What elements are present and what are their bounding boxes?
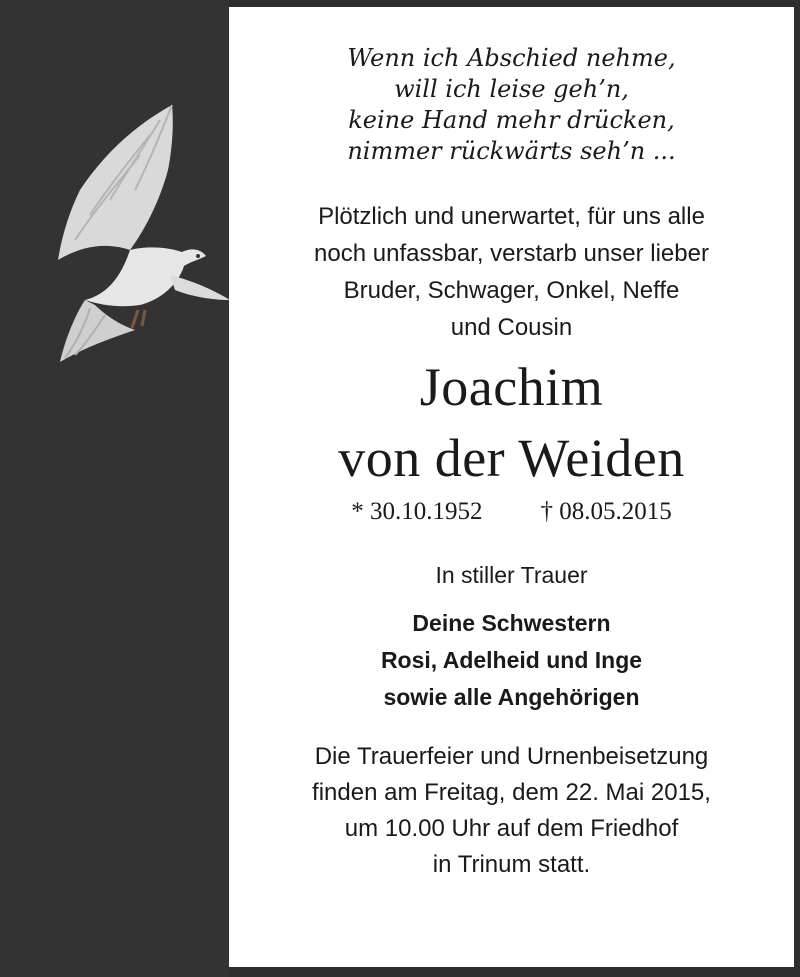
poem-line: keine Hand mehr drücken,	[348, 106, 675, 134]
birth-date: * 30.10.1952	[351, 498, 483, 525]
deceased-first-name: Joachim	[419, 357, 604, 417]
service-line: in Trinum statt.	[432, 851, 591, 878]
intro-text	[229, 198, 794, 346]
obituary-notice	[229, 7, 794, 967]
dove-icon	[50, 100, 230, 370]
service-line: finden am Freitag, dem 22. Mai 2015,	[312, 779, 711, 806]
poem	[229, 43, 794, 167]
intro-line: Plötzlich und unerwartet, für uns alle	[318, 203, 705, 230]
deceased-last-name: von der Weiden	[338, 428, 685, 488]
service-line: Die Trauerfeier und Urnenbeisetzung	[314, 743, 709, 770]
deceased-name	[229, 352, 794, 494]
mourners	[229, 605, 794, 716]
poem-line: will ich leise geh’n,	[394, 75, 629, 103]
poem-line: Wenn ich Abschied nehme,	[347, 44, 676, 72]
mourning-text: In stiller Trauer	[435, 562, 588, 588]
life-dates	[229, 497, 794, 527]
service-line: um 10.00 Uhr auf dem Friedhof	[344, 815, 679, 842]
intro-line: Bruder, Schwager, Onkel, Neffe	[343, 277, 680, 304]
mourner-line: Deine Schwestern	[412, 610, 611, 636]
intro-line: und Cousin	[450, 314, 573, 341]
death-date: † 08.05.2015	[540, 498, 672, 525]
intro-line: noch unfassbar, verstarb unser lieber	[314, 240, 709, 267]
mourner-line: sowie alle Angehörigen	[383, 684, 640, 710]
service-info	[229, 739, 794, 883]
poem-line: nimmer rückwärts seh’n ...	[347, 137, 676, 165]
mourner-line: Rosi, Adelheid und Inge	[380, 647, 643, 673]
